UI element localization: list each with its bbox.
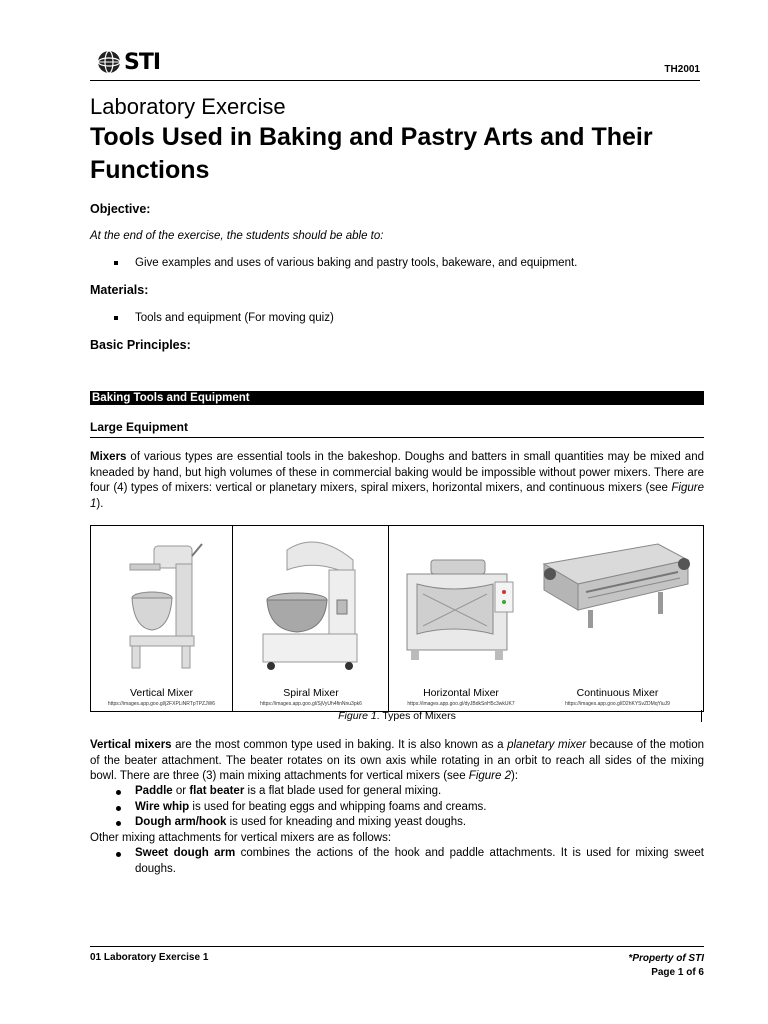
figure-caption-spiral: Spiral Mixer xyxy=(283,687,339,699)
page-footer xyxy=(90,946,704,983)
bullet-icon xyxy=(116,852,121,857)
figure-url-spiral: https://images.app.goo.gl/SjVyUh4finNnu3pk6 xyxy=(260,701,362,707)
objective-bullet xyxy=(90,257,704,269)
figure-border-tail xyxy=(701,710,702,722)
text: is used for beating eggs and whipping foams and creams. xyxy=(189,800,487,813)
figure-cell-spiral xyxy=(232,526,389,711)
footer-title: 01 Laboratory Exercise 1 xyxy=(90,952,209,963)
bullet-icon xyxy=(116,806,121,811)
list-item xyxy=(90,815,704,831)
figure-caption-continuous: Continuous Mixer xyxy=(576,687,659,699)
figure-title: . Types of Mixers xyxy=(376,710,456,722)
continuous-mixer-image xyxy=(538,534,698,634)
figure-label xyxy=(90,710,704,722)
materials-heading: Materials: xyxy=(90,283,149,297)
lab-title: Laboratory Exercise xyxy=(90,94,286,119)
term: flat beater xyxy=(189,785,245,797)
horizontal-mixer-image xyxy=(403,554,521,664)
materials-item: Tools and equipment (For moving quiz) xyxy=(135,312,334,324)
globe-icon xyxy=(96,49,122,75)
bullet-icon xyxy=(116,790,121,795)
mixers-paragraph xyxy=(90,450,704,512)
materials-bullet xyxy=(90,312,704,324)
attachment-list xyxy=(90,784,704,877)
mixers-term: Mixers xyxy=(90,451,127,463)
page-header xyxy=(90,44,700,81)
main-title: Tools Used in Baking and Pastry Arts and Their Functions xyxy=(90,123,653,184)
square-bullet-icon xyxy=(114,261,118,265)
footer-page-number: Page 1 of 6 xyxy=(651,967,704,978)
figure-caption-vertical: Vertical Mixer xyxy=(129,687,193,699)
figure-url-continuous: https://images.app.goo.gl/D2hKYSvZDMqYiuJ9 xyxy=(565,701,670,707)
subheading-large-equipment: Large Equipment xyxy=(90,420,704,438)
text: or xyxy=(172,785,190,797)
logo-text: STI xyxy=(124,49,161,75)
section-bar: Baking Tools and Equipment xyxy=(90,391,704,405)
vertical-text-1: are the most common type used in baking. It is also known as a xyxy=(171,739,508,751)
text: is used for kneading and mixing yeast doughs. xyxy=(226,816,467,828)
footer-property: *Property of STI xyxy=(628,953,704,964)
mixers-figure-ref: Figure 1 xyxy=(90,482,704,510)
term: Paddle xyxy=(135,785,173,797)
sti-logo xyxy=(96,47,160,77)
list-item xyxy=(90,784,704,800)
vertical-figure-ref: Figure 2 xyxy=(468,770,511,782)
mixers-text: of various types are essential tools in the bakeshop. Doughs and batters in small quantities may be mixed and kneaded by hand, but high volumes of these in commercial baking would be impossible without power mixers. There are four (4) types of mixers: vertical or planetary mixers, spiral mixers, horizontal mixers, and continuous mixers (see xyxy=(90,451,704,494)
objective-intro: At the end of the exercise, the students should be able to: xyxy=(90,230,384,242)
figure-url-vertical: https://images.app.goo.gl/j2FXPLiNRTpTPZJW6 xyxy=(107,701,216,707)
text: combines the actions of the hook and paddle attachments. It is used for mixing sweet doughs. xyxy=(135,847,704,875)
vertical-term: Vertical mixers xyxy=(90,739,172,751)
footer-right xyxy=(628,952,704,980)
figure-cell-continuous xyxy=(532,526,703,711)
term: Sweet dough arm xyxy=(135,847,236,859)
objective-item: Give examples and uses of various baking and pastry tools, bakeware, and equipment. xyxy=(135,257,578,269)
mixers-end: ). xyxy=(96,497,104,510)
vertical-mixers-paragraph xyxy=(90,738,704,785)
figure-cell-vertical xyxy=(91,526,232,711)
principles-heading: Basic Principles: xyxy=(90,338,191,352)
spiral-mixer-image xyxy=(257,530,367,680)
vertical-text-3: ): xyxy=(510,770,519,782)
vertical-text-2: because of the motion of the beater attachment. The beater rotates on its own axis while rotating in an orbit to reach all sides of the mixing bowl. There are three (3) main mixing attachments for vertical mixers (see xyxy=(90,739,704,782)
square-bullet-icon xyxy=(114,316,118,320)
bullet-icon xyxy=(116,821,121,826)
text: is a flat blade used for general mixing. xyxy=(244,785,442,797)
figure-caption-horizontal: Horizontal Mixer xyxy=(423,687,499,699)
term: Dough arm/hook xyxy=(135,816,227,828)
document-code: TH2001 xyxy=(664,64,700,75)
list-item xyxy=(90,800,704,816)
list-item xyxy=(90,846,704,877)
figure-cell-horizontal xyxy=(388,526,533,711)
figure-number: Figure 1 xyxy=(338,710,377,722)
objective-heading: Objective: xyxy=(90,202,151,216)
mixers-figure xyxy=(90,525,704,712)
figure-url-horizontal: https://images.app.goo.gl/dyJBdkSnH5c3wkUK7 xyxy=(407,701,515,707)
other-attachments-intro: Other mixing attachments for vertical mixers are as follows: xyxy=(90,831,392,844)
title-section xyxy=(90,93,704,352)
vertical-mixer-image xyxy=(116,536,206,676)
vertical-italic: planetary mixer xyxy=(507,739,587,751)
term: Wire whip xyxy=(135,800,190,813)
